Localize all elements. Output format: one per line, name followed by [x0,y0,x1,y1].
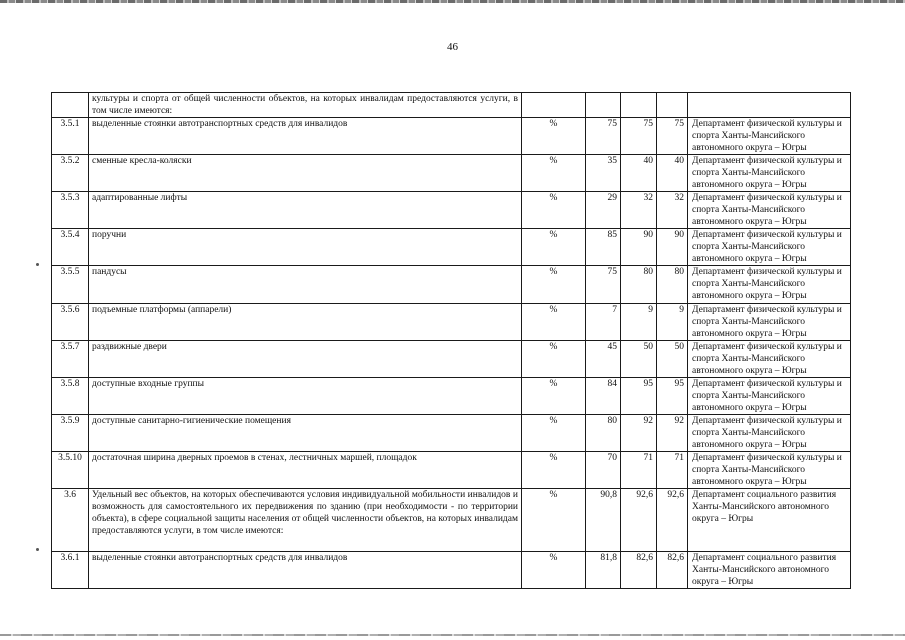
table-row [52,489,851,552]
table-cell-value-1: 84 [586,378,621,415]
table-cell-value-1: 85 [586,229,621,266]
table-cell-unit: % [522,304,586,341]
table-cell-value-2: 40 [621,155,657,192]
table-cell-value-2: 32 [621,192,657,229]
indicators-table [51,92,851,589]
table-cell-description: достаточная ширина дверных проемов в стенах, лестничных маршей, площадок [89,452,522,489]
table-cell-number: 3.5.7 [52,341,89,378]
table-cell-description: пандусы [89,266,522,304]
table-cell-value-2: 9 [621,304,657,341]
table-cell-department: Департамент физической культуры и спорта Ханты-Мансийского автономного округа – Югры [688,118,851,155]
table-cell-description: поручни [89,229,522,266]
table-row [52,304,851,341]
table-cell-number: 3.5.3 [52,192,89,229]
table-cell-unit: % [522,341,586,378]
table-cell-value-1: 7 [586,304,621,341]
table-cell-unit: % [522,378,586,415]
table-cell-value-1: 70 [586,452,621,489]
table-cell-description: доступные санитарно-гигиенические помещения [89,415,522,452]
table-cell-value-2: 75 [621,118,657,155]
table-cell-unit: % [522,155,586,192]
table-cell-department: Департамент физической культуры и спорта Ханты-Мансийского автономного округа – Югры [688,304,851,341]
table-row [52,378,851,415]
table-cell-department: Департамент физической культуры и спорта Ханты-Мансийского автономного округа – Югры [688,192,851,229]
scan-top-edge [0,0,905,3]
table-row [52,415,851,452]
table-cell-description: выделенные стоянки автотранспортных средств для инвалидов [89,118,522,155]
margin-mark [36,263,39,266]
table-cell-value-3: 71 [657,452,688,489]
table-cell-unit: % [522,192,586,229]
table-row [52,341,851,378]
table-row-continuation [52,93,851,118]
table-cell-value-2: 82,6 [621,552,657,589]
table-cell-value-3: 9 [657,304,688,341]
table-cell-number: 3.5.6 [52,304,89,341]
table-cell-value-3: 82,6 [657,552,688,589]
table-cell-value-1: 75 [586,118,621,155]
table-cell-number [52,93,89,118]
table-cell-number: 3.5.5 [52,266,89,304]
table-cell-value-3: 90 [657,229,688,266]
table-row [52,229,851,266]
table-cell-value-2: 50 [621,341,657,378]
table-cell-value-3: 92 [657,415,688,452]
table-cell-value-1: 81,8 [586,552,621,589]
table-cell-department: Департамент физической культуры и спорта Ханты-Мансийского автономного округа – Югры [688,415,851,452]
table-cell-department: Департамент социального развития Ханты-Мансийского автономного округа – Югры [688,489,851,552]
table-cell-value-1: 90,8 [586,489,621,552]
table-cell-unit: % [522,415,586,452]
table-cell-value-1: 35 [586,155,621,192]
table-cell-number: 3.5.2 [52,155,89,192]
table-cell-value-1: 29 [586,192,621,229]
table-row [52,155,851,192]
table-cell-value-2: 92 [621,415,657,452]
table-cell-value-2: 92,6 [621,489,657,552]
table-cell-number: 3.5.4 [52,229,89,266]
table-cell-department: Департамент физической культуры и спорта Ханты-Мансийского автономного округа – Югры [688,266,851,304]
table-cell-description: сменные кресла-коляски [89,155,522,192]
page-number: 46 [447,41,458,53]
table-cell-department: Департамент социального развития Ханты-Мансийского автономного округа – Югры [688,552,851,589]
table-cell-value-3: 32 [657,192,688,229]
table-cell-value-3: 50 [657,341,688,378]
table-cell-unit: % [522,452,586,489]
table-cell-unit: % [522,552,586,589]
table-cell-unit: % [522,229,586,266]
table-row [52,192,851,229]
table-cell-unit: % [522,266,586,304]
table-cell-department: Департамент физической культуры и спорта Ханты-Мансийского автономного округа – Югры [688,452,851,489]
table-cell-value-1: 80 [586,415,621,452]
table-row [52,118,851,155]
table-cell-number: 3.5.9 [52,415,89,452]
table-cell-value-3: 75 [657,118,688,155]
table-row [52,452,851,489]
table-cell-description: доступные входные группы [89,378,522,415]
table-cell-value-2: 80 [621,266,657,304]
table-cell-value-2: 90 [621,229,657,266]
table-cell-number: 3.5.8 [52,378,89,415]
table-cell-description: выделенные стоянки автотранспортных средств для инвалидов [89,552,522,589]
table-cell-department: Департамент физической культуры и спорта Ханты-Мансийского автономного округа – Югры [688,341,851,378]
table-cell-description: культуры и спорта от общей численности объектов, на которых инвалидам предоставляются услуги, в том числе имеются: [89,93,522,118]
table-cell-department: Департамент физической культуры и спорта Ханты-Мансийского автономного округа – Югры [688,229,851,266]
table-cell-description: подъемные платформы (аппарели) [89,304,522,341]
table-cell-description: адаптированные лифты [89,192,522,229]
table-cell-value-1: 75 [586,266,621,304]
table-cell-unit: % [522,118,586,155]
table-cell-description: Удельный вес объектов, на которых обеспечиваются условия индивидуальной мобильности инвалидов и возможность для самостоятельного их передвижения по зданию (при необходимости - по территории объекта), в сфере социальной защиты населения от общей численности объектов, на которых инвалидам предоставляются услуги, в том числе имеются: [89,489,522,552]
table-cell-number: 3.5.1 [52,118,89,155]
table-cell-number: 3.6 [52,489,89,552]
table-cell-value-3: 80 [657,266,688,304]
table-cell-value-3: 40 [657,155,688,192]
table-row [52,552,851,589]
table-cell-department: Департамент физической культуры и спорта Ханты-Мансийского автономного округа – Югры [688,155,851,192]
scan-bottom-edge [0,634,905,636]
table-cell-number: 3.5.10 [52,452,89,489]
table-row [52,266,851,304]
table-cell-value-2: 71 [621,452,657,489]
table-cell-department: Департамент физической культуры и спорта Ханты-Мансийского автономного округа – Югры [688,378,851,415]
table-cell-unit: % [522,489,586,552]
table-cell-value-3: 95 [657,378,688,415]
table-cell-description: раздвижные двери [89,341,522,378]
table-cell-number: 3.6.1 [52,552,89,589]
table-cell-value-1: 45 [586,341,621,378]
table-cell-value-2: 95 [621,378,657,415]
margin-mark [36,548,39,551]
table-cell-value-3: 92,6 [657,489,688,552]
